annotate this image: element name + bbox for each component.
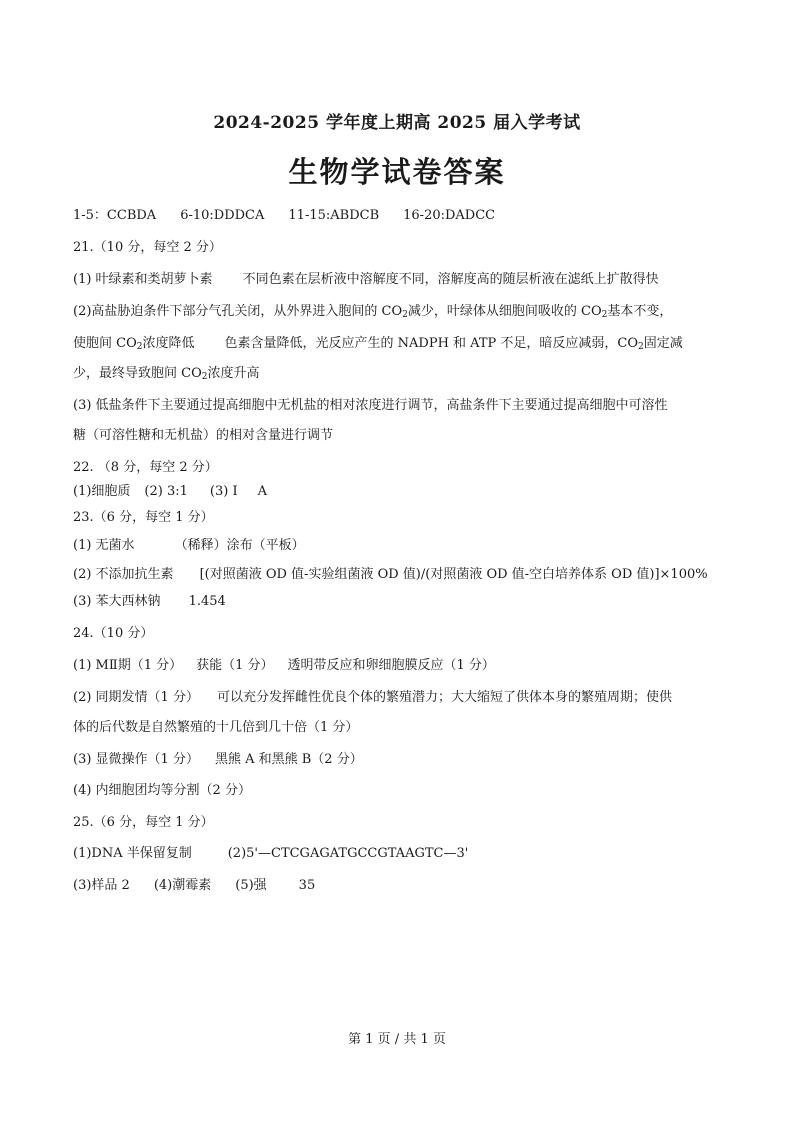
q24-answer-4: (4) 内细胞团均等分割（2 分） [73, 783, 251, 798]
q21-answer-2-line3: 少，最终导致胞间 $CO_2$浓度升高 [73, 366, 260, 382]
q24-answer-3: (3) 显微操作（1 分） 黑熊 A 和黑熊 B（2 分） [73, 752, 363, 767]
q24-answer-2-line1: (2) 同期发情（1 分） 可以充分发挥雌性优良个体的繁殖潜力；大大缩短了供体本身的繁殖周期；使供 [73, 690, 672, 705]
q24-answer-1: (1) MⅡ期（1 分） 获能（1 分） 透明带反应和卵细胞膜反应（1 分） [73, 658, 495, 673]
q24-heading: 24.（10 分） [73, 626, 154, 641]
q25-answer-1-2: (1)DNA 半保留复制 (2)5'—CTCGAGATGCCGTAAGTC—3' [73, 846, 469, 861]
q21-answer-2-line2: 使胞间 $CO_2$浓度降低 色素含量降低，光反应产生的 NADPH 和 ATP 不足，暗反应减弱，$CO_2$固定减 [73, 336, 683, 352]
q23-answer-1: (1) 无菌水 （稀释）涂布（平板） [73, 538, 305, 553]
q21-answer-3-line1: (3) 低盐条件下主要通过提高细胞中无机盐的相对浓度进行调节，高盐条件下主要通过提高细胞中可溶性 [73, 398, 668, 413]
q24-answer-2-line2: 体的后代数是自然繁殖的十几倍到几十倍（1 分） [73, 720, 359, 735]
mc-answers-11-15: 11-15:ABDCB [288, 208, 380, 223]
q21-heading: 21.（10 分，每空 2 分） [73, 240, 222, 255]
q25-heading: 25.（6 分，每空 1 分） [73, 815, 214, 830]
q23-answer-2: (2) 不添加抗生素 [(对照菌液 OD 值-实验组菌液 OD 值)/(对照菌液 OD 值-空白培养体系 OD 值)]×100% [73, 567, 708, 582]
page-title: 生物学试卷答案 [288, 155, 506, 189]
mc-answers-16-20: 16-20:DADCC [403, 208, 496, 223]
q23-heading: 23.（6 分，每空 1 分） [73, 510, 214, 525]
multiple-choice-answers [73, 208, 495, 224]
page-number: 第 1 页 / 共 1 页 [348, 1032, 446, 1047]
q22-answers: (1)细胞质 (2) 3:1 (3) I A [73, 484, 267, 499]
exam-subtitle: 2024-2025 学年度上期高 2025 届入学考试 [213, 113, 581, 133]
q22-heading: 22. （8 分，每空 2 分） [73, 460, 218, 475]
q25-answer-3-5: (3)样品 2 (4)潮霉素 (5)强 35 [73, 878, 316, 893]
q23-answer-3: (3) 苯大西林钠 1.454 [73, 594, 226, 609]
q21-answer-2-line1: (2)高盐胁迫条件下部分气孔关闭，从外界进入胞间的 $CO_2$减少，叶绿体从细胞间吸收的 $CO_2$基本不变， [73, 304, 673, 320]
q21-answer-1: (1) 叶绿素和类胡萝卜素 不同色素在层析液中溶解度不同，溶解度高的随层析液在滤纸上扩散得快 [73, 272, 659, 287]
mc-answers-1-5: 1-5：CCBDA [73, 208, 157, 223]
mc-answers-6-10: 6-10:DDDCA [180, 208, 265, 223]
q21-answer-3-line2: 糖（可溶性糖和无机盐）的相对含量进行调节 [73, 428, 334, 443]
